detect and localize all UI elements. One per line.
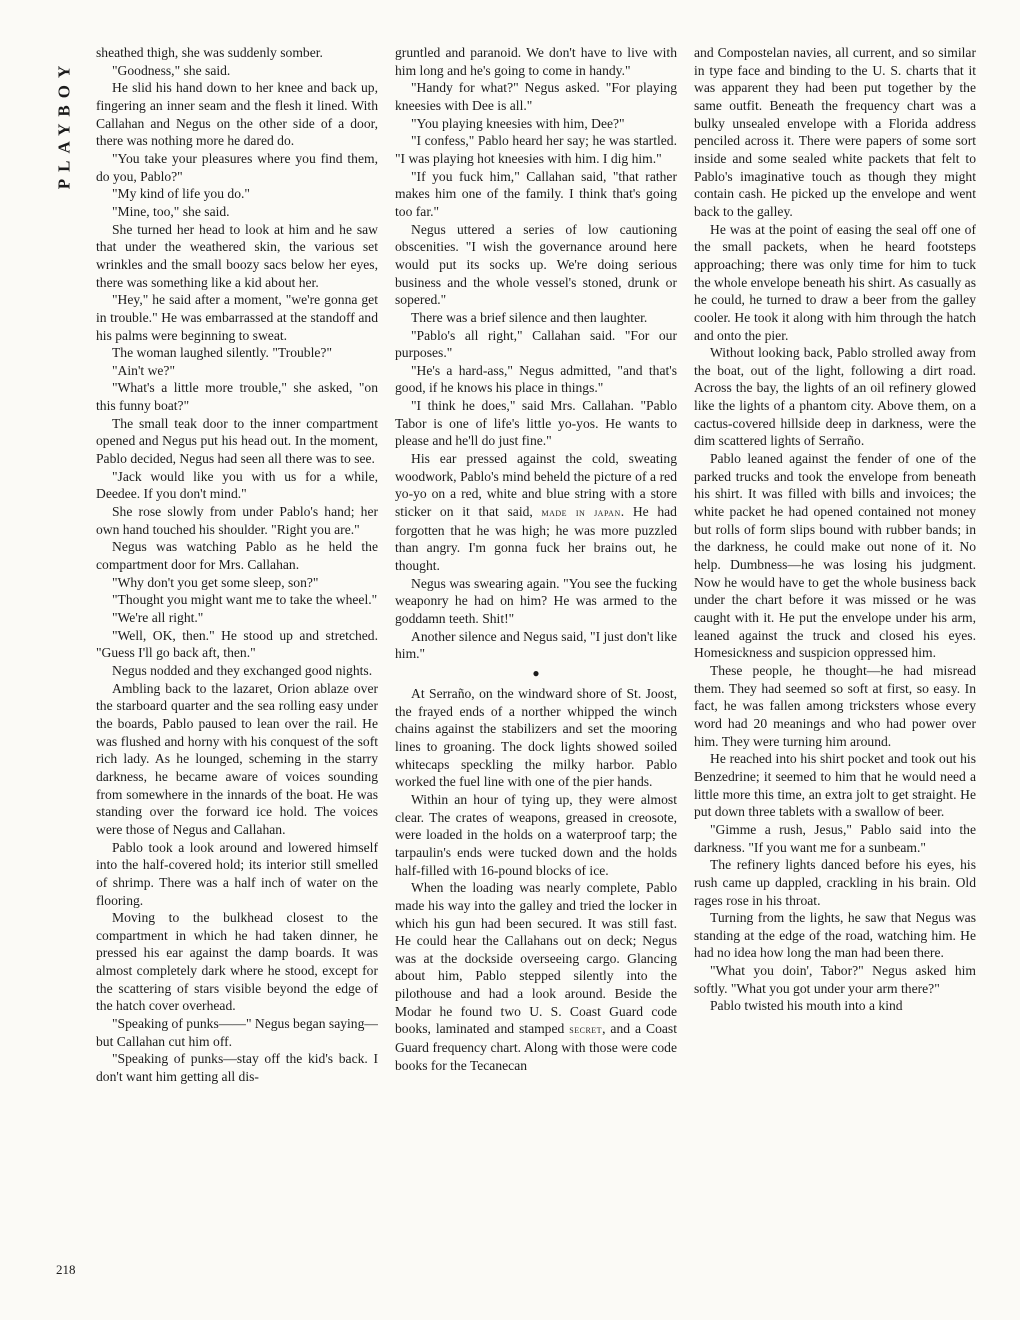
paragraph: She turned her head to look at him and he saw that under the weathered skin, the various set wrinkles and the small boozy sacs below her eyes, there was something like a kid about her.	[96, 221, 378, 290]
paragraph: "Gimme a rush, Jesus," Pablo said into the darkness. "If you want me for a sunbeam."	[694, 821, 976, 855]
paragraph: Pablo leaned against the fender of one of the parked trucks and took the envelope from beneath his shirt. It was filled with bills and invoices; the white packet he had opened contained not money but rolls of form slips bound with rubber bands; in the darkness, he could make out none of it. No help. Dumbness—he was losing his judgment. Now he would have to get the whole business back under the chart before it was missed or he was caught with it. He put the envelope under his arm, leaned against the truck and closed his eyes. Homesickness and suspicion oppressed him.	[694, 451, 976, 661]
paragraph: Negus was swearing again. "You see the fucking weaponry he had on him? He was armed to the goddamn teeth. Shit!"	[395, 575, 677, 626]
paragraph-text: When the loading was nearly complete, Pablo made his way into the galley and tried the locker in which his gun had been secured. It was still fast. He could hear the Callahans out on deck; Negus was at the dockside overseeing cargo. Glancing about him, Pablo stepped silently into the pilothouse and had a look around. Beside the Modar he found two U. S. Coast Guard code books, laminated and stamped	[395, 880, 677, 1037]
paragraph: There was a brief silence and then laughter.	[411, 309, 648, 325]
paragraph: "You take your pleasures where you find them, do you, Pablo?"	[96, 150, 378, 184]
paragraph: Negus nodded and they exchanged good nights.	[112, 662, 373, 678]
paragraph: Pablo twisted his mouth into a kind	[710, 998, 903, 1014]
paragraph: He was at the point of easing the seal off one of the small packets, when he heard footsteps approaching; there was only time for him to tuck the whole envelope beneath his shirt. As casually as he could, he turned to draw a beer from the galley cooler. He took it along with him through the hatch and onto the pier.	[694, 221, 976, 343]
paragraph: "Well, OK, then." He stood up and stretched. "Guess I'll go back aft, then."	[96, 627, 378, 661]
text-column-2	[395, 44, 677, 1296]
paragraph: "Speaking of punks——" Negus began saying—but Callahan cut him off.	[96, 1016, 378, 1049]
paragraph	[395, 879, 677, 1074]
paragraph: "My kind of life you do."	[112, 186, 250, 202]
paragraph: gruntled and paranoid. We don't have to live with him long and he's going to come in handy."	[395, 45, 677, 78]
paragraph-text: His ear pressed against the cold, sweating woodwork, Pablo's mind beheld the picture of a red yo-yo on a red, white and blue string with a store sticker on it that said,	[395, 451, 677, 520]
text-column-1	[96, 44, 378, 1296]
paragraph: and Compostelan navies, all current, and so similar in type face and binding to the U. S. charts that it was apparent they had been put together by the same outfit. Beneath the frequency chart was a bulky unsealed envelope with a Florida address penciled across it. There were papers of some sort inside and some sealed white packets that felt to Pablo's imaginative touch as though they might contain cash. He picked up the envelope and went back to the galley.	[694, 45, 976, 219]
paragraph: Pablo took a look around and lowered himself into the half-covered hold; its interior still smelled of shrimp. There was a half inch of water on the flooring.	[96, 839, 378, 908]
paragraph-text: , and a Coast Guard frequency chart. Along with those were code books for the Tecanecan	[395, 1021, 677, 1073]
magazine-name-vertical	[54, 36, 74, 206]
paragraph: These people, he thought—he had misread them. They had seemed so soft at first, so easy. In fact, he was fallen among tricksters whose every word had 20 meanings and who had power over him. They were turning him around.	[694, 662, 976, 749]
paragraph: "Mine, too," she said.	[112, 203, 230, 219]
paragraph: "Jack would like you with us for a while, Deedee. If you don't mind."	[96, 468, 378, 502]
paragraph: "Why don't you get some sleep, son?"	[112, 574, 319, 590]
store-sticker-text: made in japan	[541, 505, 621, 520]
paragraph: The refinery lights danced before his eyes, his rush came up dappled, crackling in his brain. Old rages rose in his throat.	[694, 857, 976, 908]
paragraph: sheathed thigh, she was suddenly somber.	[96, 45, 323, 60]
paragraph: "Goodness," she said.	[112, 62, 231, 78]
paragraph: Negus uttered a series of low cautioning obscenities. "I wish the governance around here would put its socks up. We're doing serious business and the whole vessel's stoned, drunk or sopered."	[395, 221, 677, 308]
page-number: 218	[56, 1262, 76, 1277]
paragraph: "Pablo's all right," Callahan said. "For our purposes."	[395, 327, 677, 361]
paragraph: "Handy for what?" Negus asked. "For playing kneesies with Dee is all."	[395, 80, 677, 113]
paragraph: "Hey," he said after a moment, "we're gonna get in trouble." He was embarrassed at the standoff and his palms were beginning to sweat.	[96, 292, 378, 343]
paragraph: "If you fuck him," Callahan said, "that rather makes him one of the family. I think that's going too far."	[395, 168, 677, 219]
paragraph: Another silence and Negus said, "I just don't like him."	[395, 628, 677, 662]
paragraph-text: . He had forgotten that he was high; he was more puzzled than angry. I'm gonna fuck her brains out, he thought.	[395, 504, 677, 574]
paragraph: "Ain't we?"	[112, 362, 175, 378]
paragraph: "I confess," Pablo heard her say; he was startled. "I was playing hot kneesies with him. I dig him."	[395, 133, 677, 166]
paragraph: He reached into his shirt pocket and took out his Benzedrine; it seemed to him that he would need a little more this time, an extra jolt to get straight. He put down three tablets with a swallow of beer.	[694, 751, 976, 820]
paragraph: Without looking back, Pablo strolled away from the boat, out of the light, following a dirt road. Across the bay, the lights of an oil refinery glowed like the lights of a phantom city. Above them, on a cactus-covered hillside deep in darkness, were the dim scattered lights of Serraño.	[694, 345, 976, 449]
paragraph	[395, 450, 677, 575]
paragraph: She rose slowly from under Pablo's hand; her own hand touched his shoulder. "Right you are."	[96, 504, 378, 537]
paragraph: "Speaking of punks—stay off the kid's back. I don't want him getting all dis-	[96, 1051, 378, 1085]
paragraph: Turning from the lights, he saw that Negus was standing at the edge of the road, watching him. He had no idea how long the man had been there.	[694, 910, 976, 961]
paragraph: The small teak door to the inner compartment opened and Negus put his head out. In the moment, Pablo decided, Negus had seen all there was to see.	[96, 415, 378, 467]
paragraph: Moving to the bulkhead closest to the compartment in which he had taken dinner, he pressed his ear against the damp boards. It was almost completely dark where he stood, except for the scattering of stars visible beyond the edge of the hatch cover overhead.	[96, 910, 378, 1014]
paragraph: He slid his hand down to her knee and back up, fingering an inner seam and the flesh it lined. With Callahan and Negus on the other side of a door, there was nothing more he dared do.	[96, 80, 378, 149]
paragraph: Ambling back to the lazaret, Orion ablaze over the starboard quarter and the sea rolling easy under the boards, Pablo paused to lean over the rail. He was flushed and horny with his conquest of the soft rich lady. As he lounged, scheming in the starry darkness, he became aware of voices sounding from somewhere in the innards of the boat. He was standing over the forward ice hold. The voices were those of Negus and Callahan.	[96, 680, 378, 837]
paragraph: "He's a hard-ass," Negus admitted, "and that's good, if he knows his place in things."	[395, 362, 677, 396]
paragraph: The woman laughed silently. "Trouble?"	[112, 345, 333, 361]
paragraph: "You playing kneesies with him, Dee?"	[411, 115, 625, 131]
paragraph: Negus was watching Pablo as he held the compartment door for Mrs. Callahan.	[96, 539, 378, 573]
paragraph: At Serraño, on the windward shore of St. Joost, the frayed ends of a norther whipped the winch chains against the stabilizers and set the mooring lines to groaning. The dock lights showed soiled whitecaps speckling the milky harbor. Pablo worked the fuel line with one of the pier hands.	[395, 685, 677, 790]
section-divider: ●	[532, 665, 540, 680]
paragraph: "What's a little more trouble," she asked, "on this funny boat?"	[96, 380, 378, 414]
text-column-3	[694, 44, 976, 1296]
paragraph: "What you doin', Tabor?" Negus asked him softly. "What you got under your arm there?"	[694, 963, 976, 996]
magazine-name: PLAYBOY	[54, 58, 73, 190]
paragraph: "We're all right."	[112, 610, 204, 625]
paragraph: "Thought you might want me to take the wheel."	[112, 592, 378, 608]
paragraph: "I think he does," said Mrs. Callahan. "Pablo Tabor is one of life's little yo-yos. He wants to please and he'll do just fine."	[395, 398, 677, 449]
paragraph: Within an hour of tying up, they were almost clear. The crates of weapons, greased in creosote, were loaded in the holds on a waterproof tarp; the tarpaulin's ends were tucked down and the holds half-filled with 16-pound blocks of ice.	[395, 791, 677, 878]
stamp-text: secret	[569, 1022, 603, 1037]
